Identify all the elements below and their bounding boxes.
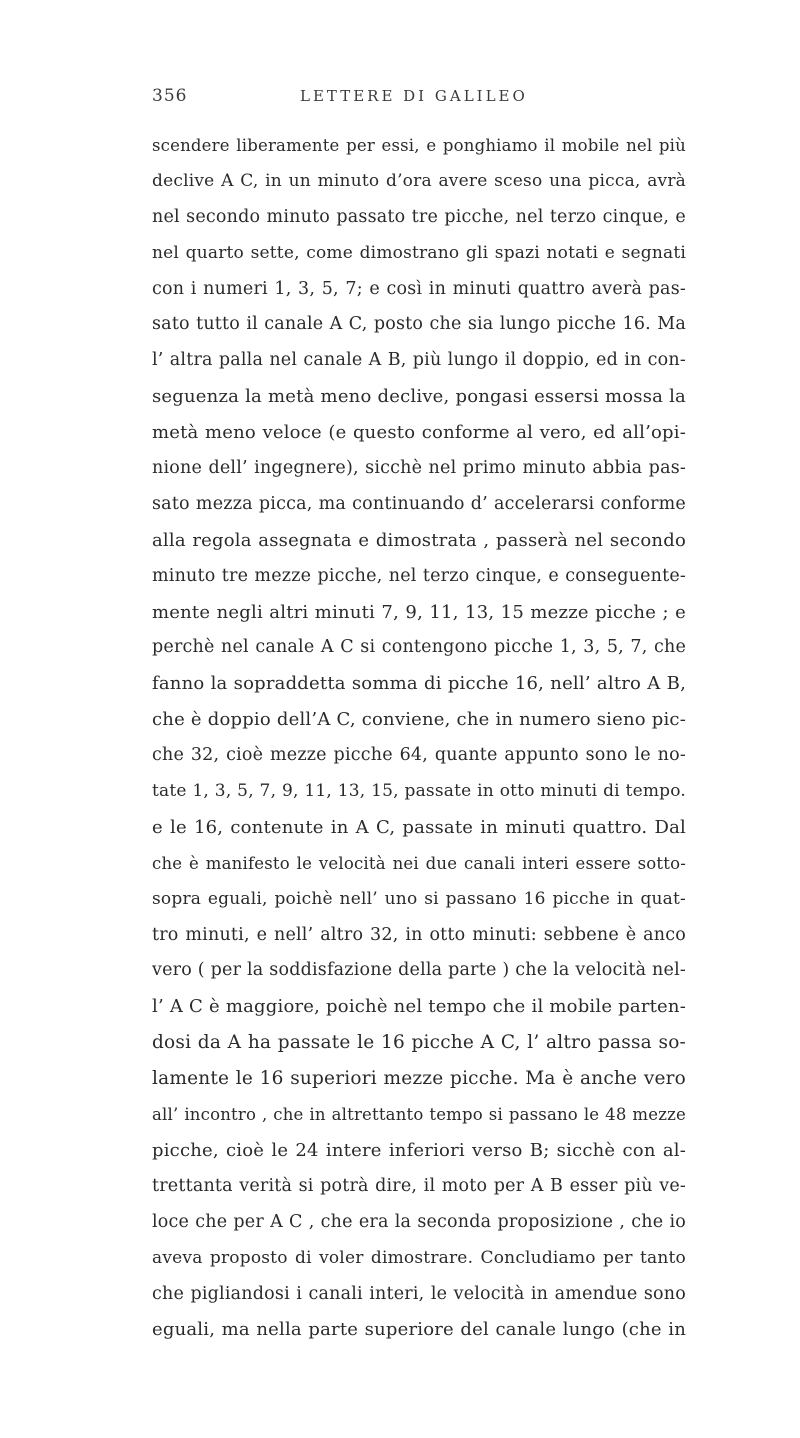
- text-line: che è doppio dell’A C, conviene, che in numero sieno pic-: [152, 709, 686, 731]
- page-header: [152, 86, 680, 116]
- text-line: con i numeri 1, 3, 5, 7; e così in minuti quattro averà pas-: [152, 278, 686, 299]
- text-line: tro minuti, e nell’ altro 32, in otto minuti: sebbene è anco: [152, 924, 686, 945]
- text-line: minuto tre mezze picche, nel terzo cinque, e conseguente-: [152, 565, 686, 586]
- text-line: mente negli altri minuti 7, 9, 11, 13, 15 mezze picche ; e: [152, 601, 686, 623]
- text-line: sato tutto il canale A C, posto che sia lungo picche 16. Ma: [152, 314, 686, 335]
- text-line: aveva proposto di voler dimostrare. Concludiamo per tanto: [152, 1247, 686, 1268]
- text-line: seguenza la metà meno declive, pongasi essersi mossa la: [152, 386, 686, 408]
- text-line: sato mezza picca, ma continuando d’ accelerarsi conforme: [152, 493, 686, 514]
- text-line: declive A C, in un minuto d’ora avere sceso una picca, avrà: [152, 170, 686, 191]
- page-number: 356: [152, 86, 188, 106]
- running-head: LETTERE DI GALILEO: [300, 87, 528, 105]
- body-text: [152, 128, 686, 1348]
- text-line: nel quarto sette, come dimostrano gli spazi notati e segnati: [152, 242, 686, 263]
- text-line: tate 1, 3, 5, 7, 9, 11, 13, 15, passate in otto minuti di tempo.: [152, 781, 686, 802]
- text-line: picche, cioè le 24 intere inferiori verso B; sicchè con al-: [152, 1139, 686, 1161]
- text-line: che pigliandosi i canali interi, le velocità in amendue sono: [152, 1283, 686, 1304]
- text-line: perchè nel canale A C si contengono picche 1, 3, 5, 7, che: [152, 637, 686, 658]
- text-line: sopra eguali, poichè nell’ uno si passano 16 picche in quat-: [152, 888, 686, 909]
- text-line: scendere liberamente per essi, e ponghiamo il mobile nel più: [152, 136, 686, 155]
- text-line: e le 16, contenute in A C, passate in minuti quattro. Dal: [152, 816, 686, 838]
- text-line: fanno la sopraddetta somma di picche 16, nell’ altro A B,: [152, 673, 686, 695]
- text-line: lamente le 16 superiori mezze picche. Ma è anche vero: [152, 1068, 686, 1090]
- text-line: dosi da A ha passate le 16 picche A C, l’ altro passa so-: [152, 1032, 686, 1054]
- text-line: nione dell’ ingegnere), sicchè nel primo minuto abbia pas-: [152, 458, 686, 479]
- text-line: che è manifesto le velocità nei due canali interi essere sotto-: [152, 853, 686, 873]
- text-line: loce che per A C , che era la seconda proposizione , che io: [152, 1211, 686, 1232]
- text-line: metà meno veloce (e questo conforme al vero, ed all’opi-: [152, 422, 686, 444]
- text-line: trettanta verità si potrà dire, il moto per A B esser più ve-: [152, 1175, 686, 1196]
- text-line: l’ altra palla nel canale A B, più lungo il doppio, ed in con-: [152, 350, 686, 371]
- text-line: eguali, ma nella parte superiore del canale lungo (che in: [152, 1319, 686, 1341]
- text-line: che 32, cioè mezze picche 64, quante appunto sono le no-: [152, 745, 686, 766]
- text-line: nel secondo minuto passato tre picche, nel terzo cinque, e: [152, 206, 686, 227]
- text-line: alla regola assegnata e dimostrata , passerà nel secondo: [152, 529, 686, 551]
- text-line: vero ( per la soddisfazione della parte ) che la velocità nel-: [152, 960, 686, 981]
- text-line: all’ incontro , che in altrettanto tempo si passano le 48 mezze: [152, 1105, 686, 1125]
- text-line: l’ A C è maggiore, poichè nel tempo che il mobile parten-: [152, 996, 686, 1018]
